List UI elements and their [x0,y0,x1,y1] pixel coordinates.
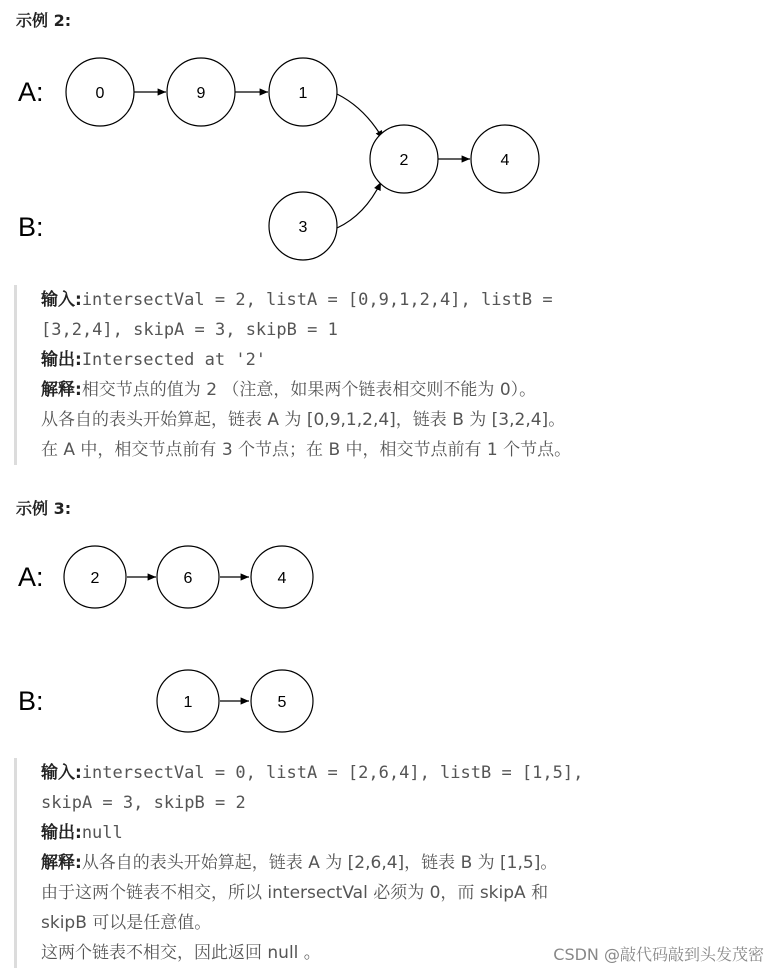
explain-line-1: 相交节点的值为 2 （注意，如果两个链表相交则不能为 0）。 [81,380,537,400]
svg-text:1: 1 [183,694,193,711]
input-text-cont: skipA = 3, skipB = 2 [41,793,246,813]
explain-label: 解释: [41,853,82,873]
example-3-explanation [14,758,774,968]
example-2-title: 示例 2: [16,11,72,30]
example-3-diagram [0,535,778,735]
node-5 [251,670,313,732]
explain-line-3: 在 A 中，相交节点前有 3 个节点；在 B 中，相交节点前有 1 个节点。 [41,440,572,460]
input-text: intersectVal = 0, listA = [2,6,4], listB = [1,5], [81,763,584,783]
node-1 [157,670,219,732]
list-b-label: B: [18,212,44,242]
node-6 [157,546,219,608]
svg-text:0: 0 [95,85,105,102]
input-text: intersectVal = 2, listA = [0,9,1,2,4], listB = [81,290,553,310]
node-0 [66,58,134,126]
node-2 [370,125,438,193]
arrow-3-2 [337,182,381,228]
explain-label: 解释: [41,380,82,400]
example-2-explanation [14,285,774,465]
node-1 [269,58,337,126]
svg-text:3: 3 [298,219,308,236]
node-4 [251,546,313,608]
input-text-cont: [3,2,4], skipA = 3, skipB = 1 [41,320,338,340]
explain-line-1: 从各自的表头开始算起，链表 A 为 [2,6,4]，链表 B 为 [1,5]。 [81,853,558,873]
node-2 [64,546,126,608]
svg-text:4: 4 [500,152,510,169]
explain-line-4: 这两个链表不相交，因此返回 null 。 [41,943,321,963]
node-9 [167,58,235,126]
list-a-label: A: [18,77,44,107]
csdn-watermark: CSDN @敲代码敲到头发茂密 [553,945,764,964]
svg-text:2: 2 [399,152,409,169]
example-2-diagram [0,50,778,275]
svg-text:1: 1 [298,85,308,102]
node-3 [269,192,337,260]
list-a-label: A: [18,562,44,592]
svg-text:5: 5 [277,694,287,711]
svg-text:6: 6 [183,570,193,587]
svg-text:4: 4 [277,570,287,587]
output-text: null [81,823,123,843]
output-label: 输出: [41,823,82,843]
example-3-title: 示例 3: [16,499,72,518]
list-b-label: B: [18,686,44,716]
explain-line-2: 从各自的表头开始算起，链表 A 为 [0,9,1,2,4]，链表 B 为 [3,2,4]。 [41,410,566,430]
node-4 [471,125,539,193]
svg-text:9: 9 [196,85,206,102]
svg-text:2: 2 [90,570,100,587]
input-label: 输入: [41,763,82,783]
explain-line-3: skipB 可以是任意值。 [41,913,212,933]
arrow-1-2 [337,94,383,139]
output-label: 输出: [41,350,82,370]
explain-line-2: 由于这两个链表不相交，所以 intersectVal 必须为 0，而 skipA 和 [41,883,549,903]
input-label: 输入: [41,290,82,310]
output-text: Intersected at '2' [81,350,267,370]
